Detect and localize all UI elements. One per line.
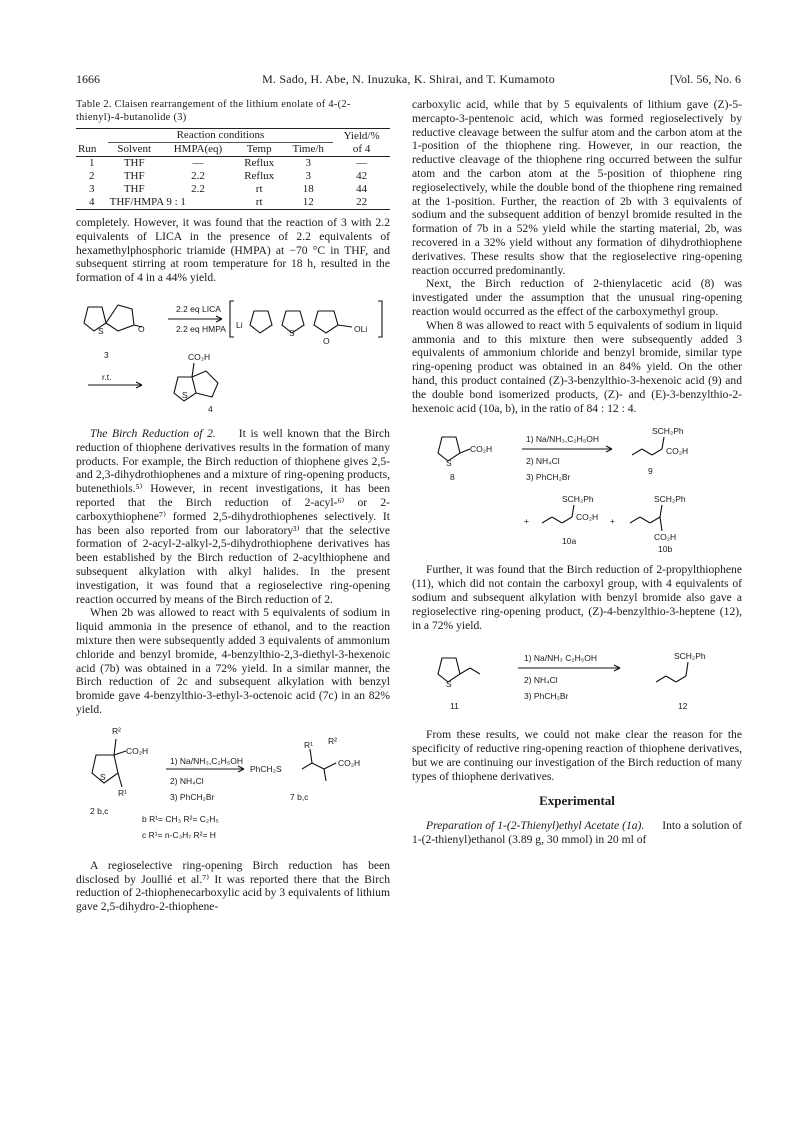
volume-info: [Vol. 56, No. 6 — [669, 72, 741, 86]
compound-label-4: 4 — [208, 403, 213, 414]
cell-temp: Reflux — [235, 157, 283, 171]
cell-temp: rt — [255, 183, 263, 195]
step-label: 3) PhCH₂Br — [524, 691, 569, 702]
reagent-label: 2.2 eq LICA — [176, 303, 221, 314]
cell-time: 18 — [302, 183, 314, 195]
table-row — [76, 157, 390, 171]
header-temp: Temp — [246, 143, 272, 155]
compound-label-10b: 10b — [658, 544, 673, 555]
cell-run: 3 — [89, 183, 95, 195]
reaction-scheme-2 — [76, 725, 390, 851]
cell-yield: 42 — [356, 170, 368, 182]
compound-label-10a: 10a — [562, 536, 577, 547]
header-time: Time/h — [292, 143, 324, 155]
r1-label: R¹ — [304, 739, 313, 750]
right-column — [412, 98, 742, 847]
paragraph: When 8 was allowed to react with 5 equivalents of sodium in liquid ammonia and to this mixture then were subsequently added 3 equivalents of ammonium chloride and benzyl bromide, similar type ring-opening product was obtained in an 84% yield. On the other hand, this product contained (Z)-3-benzylthio-3-hexenoic acid (9) and the double bond isomerized products, (Z)- and (E)-3-benzylthio-2-hexenoic acid (10a, b), in the ratio of 84 : 12 : 4. — [412, 318, 742, 415]
cell-run: 2 — [89, 170, 95, 182]
table-row — [76, 183, 390, 196]
cell-time: 12 — [283, 196, 333, 210]
oli-label: OLi — [354, 323, 368, 334]
header-solvent: Solvent — [117, 143, 152, 155]
cell-hmpa: 2.2 — [191, 183, 205, 195]
cell-temp: rt — [235, 196, 283, 210]
benzylthio-label: SCH₂Ph — [654, 494, 686, 505]
table-row — [76, 196, 390, 210]
paragraph-text: Into a solution of 1-(2-thienyl)ethanol (3.89 g, 30 mmol) in 20 ml of — [412, 819, 743, 847]
substituent-definition: b R¹= CH₃ R²= C₂H₅ — [142, 813, 219, 824]
benzylthio-label: SCH₂Ph — [562, 494, 594, 505]
compound-label-3: 3 — [104, 349, 109, 360]
sulfur-label: S — [100, 771, 106, 782]
carboxyl-label: CO₂H — [654, 532, 677, 543]
results-table — [76, 128, 390, 210]
step-label: 1) Na/NH₃,C₂H₅OH — [526, 434, 599, 445]
cell-run: 1 — [76, 157, 108, 171]
cell-yield: 44 — [356, 183, 368, 195]
cell-yield: — — [333, 157, 390, 171]
r2-label: R² — [112, 725, 121, 736]
table-caption: Table 2. Claisen rearrangement of the lithium enolate of 4-(2-thienyl)-4-butanolide (3) — [76, 99, 351, 123]
paragraph — [412, 819, 742, 847]
carboxyl-label: CO₂H — [470, 444, 493, 455]
left-column — [76, 98, 390, 914]
carboxyl-label: CO₂H — [666, 446, 689, 457]
r1-label: R¹ — [118, 787, 127, 798]
plus-sign: + — [610, 516, 615, 527]
cell-solvent: THF/HMPA 9 : 1 — [108, 196, 236, 210]
step-label: 3) PhCH₂Br — [526, 472, 571, 483]
header-yield: Yield/% — [333, 129, 390, 143]
carboxyl-label: CO₂H — [126, 745, 149, 756]
reagent-label: 2.2 eq HMPA — [176, 323, 226, 334]
sulfur-label: S — [182, 389, 188, 400]
step-label: 1) Na/NH₃,C₂H₅OH — [170, 755, 243, 766]
compound-label-11: 11 — [450, 701, 459, 712]
author-line: M. Sado, H. Abe, N. Inuzuka, K. Shirai, and T. Kumamoto — [262, 72, 555, 86]
paragraph — [76, 427, 390, 606]
sulfur-label: S — [446, 458, 452, 469]
oxygen-label: O — [323, 335, 330, 346]
cell-solvent: THF — [108, 157, 161, 171]
compound-label-8: 8 — [450, 472, 455, 483]
paragraph: completely. However, it was found that the reaction of 3 with 2.2 equivalents of LICA in the presence of 2.2 equivalents of hexamethylphosphoric triamide (HMPA) at −70 °C in THF, and subsequent stirring at room temperature for 18 h, resulted in the formation of 4 in a 44% yield. — [76, 216, 390, 285]
subsection-title: Preparation of 1-(2-Thienyl)ethyl Acetate (1a). — [426, 819, 645, 833]
compound-label-2: 2 b,c — [90, 805, 109, 816]
benzylthio-label: SCH₂Ph — [674, 651, 706, 662]
step-label: 1) Na/NH₃ C₂H₅OH — [524, 653, 597, 664]
cell-solvent: THF — [123, 183, 145, 195]
reaction-scheme-4 — [412, 642, 742, 720]
paragraph: A regioselective ring-opening Birch reduction has been disclosed by Joullié et al.⁷⁾ It was reported there that the Birch reduction of 2-thiophenecarboxylic acid by 3 equivalents of lithium gave 2,5-dihydro-2-thiophene- — [76, 858, 390, 914]
step-label: 2) NH₄Cl — [524, 675, 558, 686]
paragraph: From these results, we could not make clear the reason for the specificity of reductive ring-opening reaction of thiophene derivatives, but we are continuing our investigation of the Birch reduction of many types of thiophene derivatives. — [412, 728, 742, 783]
sulfur-label: S — [446, 679, 452, 690]
compound-label-7: 7 b,c — [290, 791, 309, 802]
section-title: The Birch Reduction of 2. — [90, 426, 216, 440]
carboxyl-label: CO₂H — [576, 512, 599, 523]
cell-time: 3 — [283, 157, 333, 171]
paragraph: carboxylic acid, while that by 5 equivalents of lithium gave (Z)-5-mercapto-3-pentenoic acid, which was formed regioselectively by reductive cleavage between the sulfur atom and the carbon atom at the 1-position of the thiophene ring. However, in our reaction, the reductive cleavage of the thiophene ring occurred between the sulfur atom and the carbon atom at the 5-position of thiophene ring regioselectively, while the double bond of the thiophene ring remained at the 1-position. Further, the reaction of 2b with 3 equivalents of sodium and the subsequent addition of benzyl bromide resulted in the formation of 7b in a 52% yield while the starting material, 2b, was recovered in a 32% yield without any formation of dihydrothiophene derivatives. These results show that the regioselective ring-opening reaction occurred predominantly. — [412, 98, 742, 277]
cell-yield: 22 — [333, 196, 390, 210]
sulfur-label: S — [289, 327, 295, 338]
header-yield-of: of 4 — [352, 142, 371, 155]
cell-run: 4 — [76, 196, 108, 210]
lithium-label: Li — [236, 319, 243, 330]
table-row — [76, 170, 390, 183]
cell-temp: Reflux — [244, 170, 275, 182]
condition-label: r.t. — [102, 371, 112, 382]
plus-sign: + — [524, 516, 529, 527]
compound-label-12: 12 — [678, 701, 688, 712]
page-number: 1666 — [76, 72, 100, 86]
r2-label: R² — [328, 735, 337, 746]
paragraph: Further, it was found that the Birch reduction of 2-propylthiophene (11), which did not contain the carboxyl group, with 4 equivalents of sodium and subsequent alkylation with benzyl bromide also gave a regioselective ring-opening product, (Z)-4-benzylthio-3-heptene (12), in a 72% yield. — [412, 563, 742, 632]
sulfur-label: S — [98, 325, 104, 336]
reaction-scheme-3 — [412, 423, 742, 555]
substituent-definition: c R¹= n-C₃H₇ R²= H — [142, 829, 216, 840]
paragraph: Next, the Birch reduction of 2-thienylacetic acid (8) was investigated under the assumption that the unusual ring-opening reaction would occurred as the effect of the carboxymethyl group. — [412, 277, 742, 318]
cell-solvent: THF — [123, 170, 145, 182]
compound-label-9: 9 — [648, 466, 653, 477]
running-header — [76, 72, 741, 88]
step-label: 2) NH₄Cl — [170, 775, 204, 786]
header-reaction-conditions: Reaction conditions — [108, 129, 334, 143]
cell-time: 3 — [305, 170, 311, 182]
section-heading: Experimental — [539, 792, 615, 808]
cell-hmpa: — — [161, 157, 235, 171]
reaction-scheme-1 — [76, 293, 390, 421]
step-label: 3) PhCH₂Br — [170, 791, 215, 802]
oxygen-label: O — [138, 323, 145, 334]
paragraph-text: It is well known that the Birch reduction of thiophene derivatives results in the formation of many products. For example, the Birch reduction of thiophene gives 2,5- and 2,3-dihydrothiophenes and a mixture of ring-opening products, butenethiols.⁵⁾ However, in recent investigations, it has been reported that the Birch reduction of 2-acyl-⁶⁾ or 2-carboxythiophene⁷⁾ formed 2,5-dihydrothiophenes selectively. It has been also reported from our laboratory³⁾ that the selective formation of 2-acyl-2-alkyl-2,5-dihydrothiophene derivatives has been established by the Birch reduction of 2-acylthiophene and subsequent alkylation with alkyl halides. In the present investigation, it was found that a regioselective ring-opening reaction occurred by means of the Birch reduction of 2. — [76, 426, 390, 606]
cell-hmpa: 2.2 — [191, 170, 205, 182]
carboxyl-label: CO₂H — [338, 757, 361, 768]
product-label: PhCH₂S — [250, 763, 282, 774]
carboxyl-label: CO₂H — [188, 351, 211, 362]
header-hmpa: HMPA(eq) — [173, 143, 223, 155]
paragraph: When 2b was allowed to react with 5 equivalents of sodium in liquid ammonia in the presence of ethanol, and to the reaction mixture then were subsequently added 3 equivalents of ammonium chloride and benzyl bromide, 4-benzylthio-2,3-diethyl-3-hexenoic acid (7b) was obtained in a 72% yield. In a similar manner, the Birch reduction of 2c and subsequent alkylation with benzyl bromide gave 4-benzylthio-3-ethyl-3-octenoic acid (7c) in an 82% yield. — [76, 606, 390, 716]
step-label: 2) NH₄Cl — [526, 456, 560, 467]
header-run: Run — [76, 129, 108, 157]
benzylthio-label: SCH₂Ph — [652, 426, 684, 437]
